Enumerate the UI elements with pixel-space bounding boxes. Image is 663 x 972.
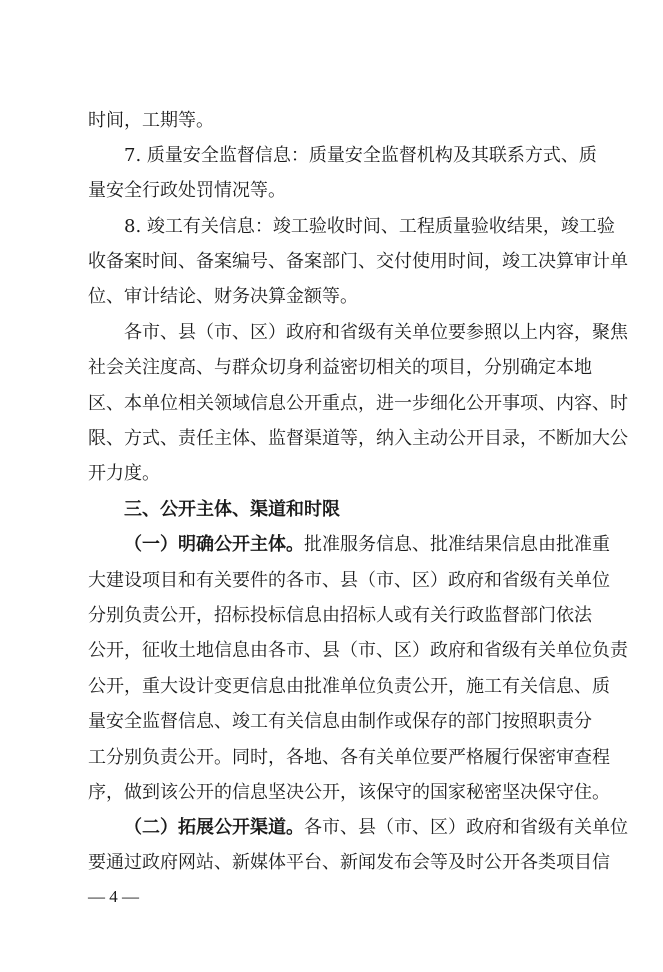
paragraph-line: 8. 竣工有关信息：竣工验收时间、工程质量验收结果，竣工验 xyxy=(124,216,615,237)
paragraph-line: 序，做到该公开的信息坚决公开，该保守的国家秘密坚决保守住。 xyxy=(88,782,610,803)
paragraph-line: 大建设项目和有关要件的各市、县（市、区）政府和省级有关单位 xyxy=(88,570,610,591)
paragraph-line: 分别负责公开，招标投标信息由招标人或有关行政监督部门依法 xyxy=(88,605,592,626)
paragraph-text: 各市、县（市、区）政府和省级有关单位 xyxy=(304,817,628,838)
paragraph-line: 公开，征收土地信息由各市、县（市、区）政府和省级有关单位负责 xyxy=(88,640,628,661)
paragraph-line: 工分别负责公开。同时，各地、各有关单位要严格履行保密审查程 xyxy=(88,747,610,768)
subsection-title: （二）拓展公开渠道。 xyxy=(124,817,304,838)
subsection-title: （一）明确公开主体。 xyxy=(124,534,304,555)
paragraph-line: 时间，工期等。 xyxy=(88,110,214,131)
paragraph-line: 要通过政府网站、新媒体平台、新闻发布会等及时公开各类项目信 xyxy=(88,852,610,873)
paragraph-line: 社会关注度高、与群众切身利益密切相关的项目，分别确定本地 xyxy=(88,357,592,378)
paragraph-line: 7. 质量安全监督信息：质量安全监督机构及其联系方式、质 xyxy=(124,145,597,166)
paragraph-line xyxy=(124,817,628,839)
paragraph-line: 量安全行政处罚情况等。 xyxy=(88,180,286,201)
paragraph-line: 限、方式、责任主体、监督渠道等，纳入主动公开目录，不断加大公 xyxy=(88,428,628,449)
page-number: — 4 — xyxy=(88,887,139,906)
paragraph-line xyxy=(124,534,610,556)
paragraph-line: 公开，重大设计变更信息由批准单位负责公开，施工有关信息、质 xyxy=(88,676,610,697)
paragraph-line: 量安全监督信息、竣工有关信息由制作或保存的部门按照职责分 xyxy=(88,711,592,732)
paragraph-line: 位、审计结论、财务决算金额等。 xyxy=(88,286,358,307)
paragraph-line: 开力度。 xyxy=(88,463,160,484)
paragraph-line: 区、本单位相关领域信息公开重点，进一步细化公开事项、内容、时 xyxy=(88,393,628,414)
section-heading: 三、公开主体、渠道和时限 xyxy=(124,499,340,520)
paragraph-line: 收备案时间、备案编号、备案部门、交付使用时间，竣工决算审计单 xyxy=(88,251,628,272)
paragraph-text: 批准服务信息、批准结果信息由批准重 xyxy=(304,534,610,555)
paragraph-line: 各市、县（市、区）政府和省级有关单位要参照以上内容，聚焦 xyxy=(124,322,628,343)
